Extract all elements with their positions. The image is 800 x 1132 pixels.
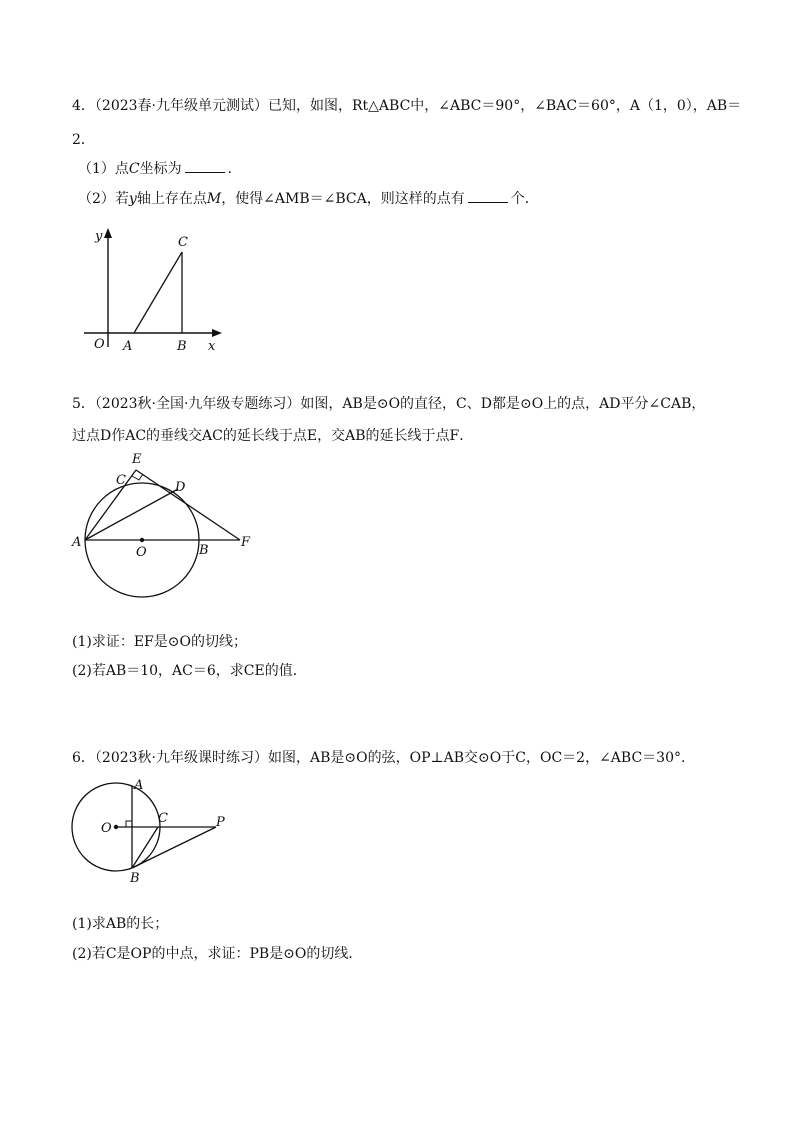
- q4-x-arrow: [212, 329, 222, 337]
- q6-figure: [70, 772, 240, 884]
- q4-sub2-var2: M: [206, 191, 222, 207]
- q5-figure: [70, 446, 270, 598]
- q4-sub2-mid2: ，使得∠AMB＝∠BCA，则这样的点有: [221, 191, 465, 207]
- q4-sub1: [78, 158, 242, 179]
- q4-segment-AC: [134, 252, 182, 333]
- q5-label-C: C: [116, 473, 126, 488]
- q4-label-x: x: [208, 339, 216, 354]
- q5-line2: 过点D作AC的垂线交AC的延长线于点E，交AB的延长线于点F．: [72, 428, 474, 444]
- q6-label-P: P: [216, 815, 225, 830]
- q4-sub2-mid: 轴上存在点: [136, 191, 207, 207]
- q6-label-B: B: [130, 871, 140, 886]
- q4-label-y: y: [95, 229, 103, 244]
- q4-sub1-pre: （1）点: [78, 161, 129, 177]
- q6-label-O: O: [101, 821, 112, 836]
- q4-sub2-end: 个．: [510, 191, 539, 207]
- q6-line1: 6．（2023秋·九年级课时练习）如图，AB是⊙O的弦，OP⊥AB交⊙O于C，OC＝2，∠ABC＝30°．: [72, 750, 695, 766]
- q4-sub1-end: ．: [227, 161, 242, 177]
- q4-label-O: O: [94, 337, 105, 352]
- q6-label-C: C: [158, 811, 168, 826]
- q5-label-O: O: [136, 545, 147, 560]
- q5-label-E: E: [132, 452, 142, 467]
- q5-right-angle: [132, 474, 143, 480]
- q5-label-B: B: [199, 543, 209, 558]
- q4-sub2-var: y: [128, 191, 137, 207]
- q5-label-F: F: [241, 535, 251, 550]
- q5-part1: (1)求证：EF是⊙O的切线；: [72, 634, 247, 650]
- q4-sub2: [78, 188, 539, 209]
- q4-sub1-var: C: [128, 161, 140, 177]
- q5-part2: (2)若AB＝10，AC＝6，求CE的值．: [72, 663, 307, 679]
- q4-label-C: C: [178, 235, 188, 250]
- q4-y-arrow: [104, 228, 112, 238]
- q6-center-dot: [114, 825, 118, 829]
- q5-label-A: A: [72, 535, 82, 550]
- q4-sub2-blank[interactable]: [468, 188, 508, 203]
- q6-part2: (2)若C是OP的中点，求证：PB是⊙O的切线．: [72, 946, 363, 962]
- q5-label-D: D: [175, 480, 186, 495]
- q5-segment-EF: [136, 470, 240, 540]
- q5-segment-AE: [85, 470, 136, 540]
- q6-right-angle: [126, 821, 132, 827]
- q4-sub1-blank[interactable]: [185, 158, 225, 173]
- q4-sub1-post: 坐标为: [139, 161, 182, 177]
- q4-figure: [80, 222, 230, 357]
- q5-center-dot: [140, 538, 144, 542]
- q5-segment-AD: [85, 489, 178, 540]
- q4-line1: 4．（2023春·九年级单元测试）已知，如图，Rt△ABC中，∠ABC＝90°，∠BAC＝60°，A（1，0），AB＝: [72, 98, 742, 114]
- q4-label-B: B: [177, 339, 187, 354]
- q5-line1: 5．（2023秋·全国·九年级专题练习）如图，AB是⊙O的直径，C、D都是⊙O上的点，AD平分∠CAB，: [72, 396, 706, 412]
- q4-line2: 2．: [72, 132, 95, 148]
- q4-label-A: A: [123, 339, 133, 354]
- q6-part1: (1)求AB的长；: [72, 916, 169, 932]
- q6-label-A: A: [134, 778, 144, 793]
- q4-sub2-pre: （2）若: [78, 191, 129, 207]
